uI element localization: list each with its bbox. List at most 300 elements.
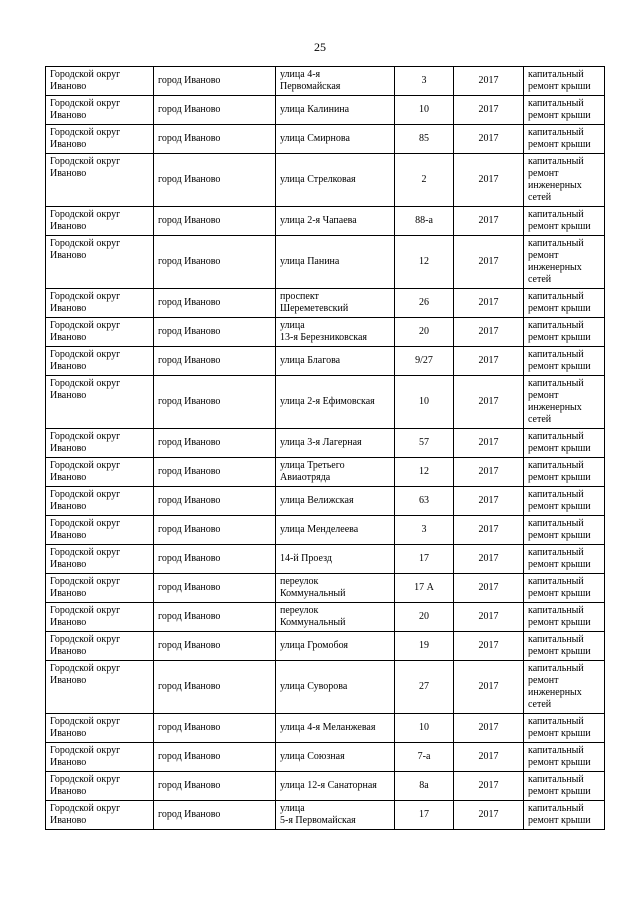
city-cell xyxy=(154,714,276,743)
house-number-cell-text: 3 xyxy=(421,524,427,535)
street-cell-text: улица 2-я Чапаева xyxy=(280,215,357,226)
city-cell xyxy=(154,347,276,376)
city-cell-text: город Иваново xyxy=(158,396,221,407)
house-number-cell-text: 9/27 xyxy=(415,355,433,366)
house-number-cell-text: 7-а xyxy=(417,751,431,762)
year-cell-text: 2017 xyxy=(478,553,499,564)
street-cell xyxy=(276,458,395,487)
house-number-cell xyxy=(395,154,454,207)
municipality-cell xyxy=(46,772,154,801)
municipality-cell xyxy=(46,67,154,96)
work-type-cell xyxy=(524,318,605,347)
city-cell-text: город Иваново xyxy=(158,437,221,448)
house-number-cell xyxy=(395,207,454,236)
year-cell-text: 2017 xyxy=(478,640,499,651)
work-type-cell xyxy=(524,96,605,125)
year-cell xyxy=(454,125,524,154)
street-cell xyxy=(276,801,395,830)
street-cell xyxy=(276,207,395,236)
municipality-cell-text: Городской округ Иваново xyxy=(50,98,121,121)
municipality-cell xyxy=(46,236,154,289)
work-type-cell xyxy=(524,714,605,743)
work-type-cell xyxy=(524,574,605,603)
table-row xyxy=(46,154,605,207)
city-cell xyxy=(154,632,276,661)
city-cell xyxy=(154,67,276,96)
street-cell-text: улица Менделеева xyxy=(280,524,359,535)
table-row xyxy=(46,801,605,830)
work-type-cell xyxy=(524,125,605,154)
municipality-cell-text: Городской округ Иваново xyxy=(50,745,121,768)
street-cell xyxy=(276,318,395,347)
table-row xyxy=(46,632,605,661)
year-cell xyxy=(454,487,524,516)
street-cell-text: улица Велижская xyxy=(280,495,354,506)
city-cell xyxy=(154,772,276,801)
municipality-cell-text: Городской округ Иваново xyxy=(50,209,121,232)
registry-table-body xyxy=(46,67,605,830)
work-type-cell-text: капитальный ремонт крыши xyxy=(528,69,591,92)
house-number-cell xyxy=(395,574,454,603)
year-cell-text: 2017 xyxy=(478,256,499,267)
work-type-cell-text: капитальный ремонт крыши xyxy=(528,98,591,121)
page-number: 25 xyxy=(314,40,326,54)
municipality-cell xyxy=(46,743,154,772)
work-type-cell-text: капитальный ремонт крыши xyxy=(528,320,591,343)
municipality-cell xyxy=(46,376,154,429)
street-cell xyxy=(276,714,395,743)
table-row xyxy=(46,125,605,154)
house-number-cell-text: 63 xyxy=(419,495,429,506)
street-cell xyxy=(276,96,395,125)
city-cell-text: город Иваново xyxy=(158,256,221,267)
work-type-cell-text: капитальный ремонт крыши xyxy=(528,576,591,599)
municipality-cell-text: Городской округ Иваново xyxy=(50,238,121,261)
city-cell-text: город Иваново xyxy=(158,355,221,366)
municipality-cell-text: Городской округ Иваново xyxy=(50,156,121,179)
street-cell xyxy=(276,772,395,801)
table-row xyxy=(46,96,605,125)
work-type-cell xyxy=(524,429,605,458)
table-row xyxy=(46,318,605,347)
street-cell-text: улица Смирнова xyxy=(280,133,350,144)
street-cell-text: улица 4-я Меланжевая xyxy=(280,722,376,733)
street-cell xyxy=(276,67,395,96)
year-cell-text: 2017 xyxy=(478,582,499,593)
municipality-cell-text: Городской округ Иваново xyxy=(50,489,121,512)
house-number-cell-text: 10 xyxy=(419,104,429,115)
year-cell-text: 2017 xyxy=(478,297,499,308)
work-type-cell xyxy=(524,801,605,830)
street-cell-text: улица 5-я Первомайская xyxy=(280,803,356,826)
house-number-cell-text: 17 xyxy=(419,553,429,564)
work-type-cell xyxy=(524,67,605,96)
city-cell xyxy=(154,574,276,603)
municipality-cell-text: Городской округ Иваново xyxy=(50,127,121,150)
city-cell-text: город Иваново xyxy=(158,751,221,762)
city-cell xyxy=(154,429,276,458)
street-cell-text: улица Третьего Авиаотряда xyxy=(280,460,345,483)
year-cell xyxy=(454,67,524,96)
table-row xyxy=(46,458,605,487)
work-type-cell xyxy=(524,347,605,376)
city-cell-text: город Иваново xyxy=(158,326,221,337)
year-cell xyxy=(454,661,524,714)
street-cell-text: переулок Коммунальный xyxy=(280,576,346,599)
house-number-cell-text: 26 xyxy=(419,297,429,308)
house-number-cell xyxy=(395,458,454,487)
house-number-cell xyxy=(395,347,454,376)
house-number-cell xyxy=(395,714,454,743)
municipality-cell-text: Городской округ Иваново xyxy=(50,431,121,454)
year-cell xyxy=(454,429,524,458)
work-type-cell xyxy=(524,516,605,545)
year-cell xyxy=(454,801,524,830)
table-row xyxy=(46,545,605,574)
year-cell-text: 2017 xyxy=(478,133,499,144)
work-type-cell-text: капитальный ремонт крыши xyxy=(528,774,591,797)
house-number-cell xyxy=(395,318,454,347)
street-cell-text: улица 13-я Березниковская xyxy=(280,320,368,343)
table-row xyxy=(46,347,605,376)
year-cell xyxy=(454,714,524,743)
work-type-cell-text: капитальный ремонт инженерных сетей xyxy=(528,378,584,425)
work-type-cell xyxy=(524,661,605,714)
city-cell xyxy=(154,318,276,347)
year-cell xyxy=(454,545,524,574)
city-cell-text: город Иваново xyxy=(158,809,221,820)
house-number-cell xyxy=(395,772,454,801)
year-cell-text: 2017 xyxy=(478,437,499,448)
year-cell-text: 2017 xyxy=(478,722,499,733)
work-type-cell-text: капитальный ремонт инженерных сетей xyxy=(528,663,584,710)
municipality-cell xyxy=(46,632,154,661)
table-row xyxy=(46,289,605,318)
city-cell xyxy=(154,125,276,154)
work-type-cell-text: капитальный ремонт крыши xyxy=(528,431,591,454)
work-type-cell-text: капитальный ремонт крыши xyxy=(528,745,591,768)
house-number-cell-text: 17 А xyxy=(414,582,434,593)
year-cell xyxy=(454,376,524,429)
street-cell xyxy=(276,661,395,714)
city-cell-text: город Иваново xyxy=(158,174,221,185)
year-cell-text: 2017 xyxy=(478,524,499,535)
municipality-cell-text: Городской округ Иваново xyxy=(50,663,121,686)
work-type-cell xyxy=(524,772,605,801)
street-cell xyxy=(276,545,395,574)
year-cell xyxy=(454,458,524,487)
city-cell xyxy=(154,236,276,289)
street-cell-text: улица Панина xyxy=(280,256,340,267)
year-cell xyxy=(454,574,524,603)
municipality-cell-text: Городской округ Иваново xyxy=(50,774,121,797)
house-number-cell-text: 8а xyxy=(419,780,429,791)
year-cell xyxy=(454,772,524,801)
municipality-cell-text: Городской округ Иваново xyxy=(50,716,121,739)
table-row xyxy=(46,661,605,714)
city-cell xyxy=(154,545,276,574)
street-cell-text: улица 2-я Ефимовская xyxy=(280,396,375,407)
work-type-cell-text: капитальный ремонт крыши xyxy=(528,209,591,232)
municipality-cell xyxy=(46,318,154,347)
house-number-cell-text: 88-а xyxy=(415,215,433,226)
year-cell-text: 2017 xyxy=(478,780,499,791)
city-cell xyxy=(154,458,276,487)
year-cell-text: 2017 xyxy=(478,611,499,622)
municipality-cell xyxy=(46,801,154,830)
city-cell xyxy=(154,603,276,632)
municipality-cell xyxy=(46,125,154,154)
municipality-cell xyxy=(46,207,154,236)
work-type-cell-text: капитальный ремонт крыши xyxy=(528,605,591,628)
work-type-cell-text: капитальный ремонт крыши xyxy=(528,634,591,657)
year-cell xyxy=(454,207,524,236)
city-cell xyxy=(154,289,276,318)
street-cell-text: проспект Шереметевский xyxy=(280,291,349,314)
table-row xyxy=(46,487,605,516)
house-number-cell xyxy=(395,376,454,429)
year-cell xyxy=(454,96,524,125)
house-number-cell-text: 27 xyxy=(419,681,429,692)
year-cell xyxy=(454,516,524,545)
table-row xyxy=(46,67,605,96)
table-row xyxy=(46,574,605,603)
year-cell-text: 2017 xyxy=(478,751,499,762)
municipality-cell-text: Городской округ Иваново xyxy=(50,69,121,92)
city-cell-text: город Иваново xyxy=(158,722,221,733)
street-cell xyxy=(276,429,395,458)
municipality-cell-text: Городской округ Иваново xyxy=(50,605,121,628)
house-number-cell-text: 10 xyxy=(419,396,429,407)
table-row xyxy=(46,603,605,632)
work-type-cell-text: капитальный ремонт крыши xyxy=(528,127,591,150)
city-cell-text: город Иваново xyxy=(158,495,221,506)
street-cell xyxy=(276,487,395,516)
work-type-cell xyxy=(524,603,605,632)
municipality-cell-text: Городской округ Иваново xyxy=(50,518,121,541)
street-cell-text: улица Громобоя xyxy=(280,640,348,651)
house-number-cell xyxy=(395,632,454,661)
house-number-cell xyxy=(395,801,454,830)
house-number-cell-text: 85 xyxy=(419,133,429,144)
house-number-cell-text: 2 xyxy=(421,174,427,185)
table-row xyxy=(46,516,605,545)
city-cell xyxy=(154,154,276,207)
municipality-cell xyxy=(46,545,154,574)
work-type-cell xyxy=(524,376,605,429)
municipality-cell xyxy=(46,574,154,603)
city-cell xyxy=(154,487,276,516)
year-cell-text: 2017 xyxy=(478,104,499,115)
work-type-cell xyxy=(524,236,605,289)
work-type-cell xyxy=(524,487,605,516)
house-number-cell xyxy=(395,603,454,632)
city-cell xyxy=(154,516,276,545)
work-type-cell xyxy=(524,207,605,236)
municipality-cell-text: Городской округ Иваново xyxy=(50,291,121,314)
work-type-cell-text: капитальный ремонт крыши xyxy=(528,716,591,739)
house-number-cell xyxy=(395,96,454,125)
street-cell-text: улица 3-я Лагерная xyxy=(280,437,362,448)
municipality-cell-text: Городской округ Иваново xyxy=(50,803,121,826)
municipality-cell xyxy=(46,154,154,207)
work-type-cell xyxy=(524,458,605,487)
year-cell xyxy=(454,236,524,289)
municipality-cell-text: Городской округ Иваново xyxy=(50,320,121,343)
municipality-cell xyxy=(46,289,154,318)
street-cell xyxy=(276,154,395,207)
house-number-cell-text: 12 xyxy=(419,466,429,477)
street-cell-text: улица Суворова xyxy=(280,681,348,692)
street-cell-text: улица 12-я Санаторная xyxy=(280,780,377,791)
municipality-cell-text: Городской округ Иваново xyxy=(50,576,121,599)
table-row xyxy=(46,743,605,772)
municipality-cell xyxy=(46,516,154,545)
city-cell-text: город Иваново xyxy=(158,133,221,144)
work-type-cell xyxy=(524,743,605,772)
house-number-cell xyxy=(395,125,454,154)
table-row xyxy=(46,714,605,743)
year-cell-text: 2017 xyxy=(478,466,499,477)
work-type-cell-text: капитальный ремонт крыши xyxy=(528,489,591,512)
city-cell-text: город Иваново xyxy=(158,75,221,86)
city-cell-text: город Иваново xyxy=(158,582,221,593)
municipality-cell xyxy=(46,487,154,516)
street-cell-text: улица Калинина xyxy=(280,104,350,115)
city-cell-text: город Иваново xyxy=(158,466,221,477)
street-cell-text: переулок Коммунальный xyxy=(280,605,346,628)
street-cell-text: улица Стрелковая xyxy=(280,174,356,185)
work-type-cell-text: капитальный ремонт крыши xyxy=(528,460,591,483)
house-number-cell xyxy=(395,743,454,772)
municipality-cell xyxy=(46,429,154,458)
work-type-cell-text: капитальный ремонт крыши xyxy=(528,547,591,570)
street-cell xyxy=(276,289,395,318)
year-cell xyxy=(454,603,524,632)
municipality-cell xyxy=(46,714,154,743)
house-number-cell xyxy=(395,289,454,318)
house-number-cell-text: 19 xyxy=(419,640,429,651)
year-cell-text: 2017 xyxy=(478,681,499,692)
street-cell xyxy=(276,236,395,289)
street-cell xyxy=(276,574,395,603)
work-type-cell-text: капитальный ремонт инженерных сетей xyxy=(528,238,584,285)
municipality-cell-text: Городской округ Иваново xyxy=(50,460,121,483)
year-cell xyxy=(454,289,524,318)
year-cell xyxy=(454,154,524,207)
city-cell-text: город Иваново xyxy=(158,553,221,564)
house-number-cell xyxy=(395,67,454,96)
work-type-cell-text: капитальный ремонт крыши xyxy=(528,518,591,541)
street-cell xyxy=(276,125,395,154)
year-cell-text: 2017 xyxy=(478,326,499,337)
table-row xyxy=(46,376,605,429)
city-cell xyxy=(154,376,276,429)
table-row xyxy=(46,207,605,236)
year-cell-text: 2017 xyxy=(478,396,499,407)
street-cell-text: 14-й Проезд xyxy=(280,553,332,564)
work-type-cell xyxy=(524,154,605,207)
work-type-cell-text: капитальный ремонт инженерных сетей xyxy=(528,156,584,203)
work-type-cell-text: капитальный ремонт крыши xyxy=(528,349,591,372)
work-type-cell xyxy=(524,632,605,661)
street-cell xyxy=(276,603,395,632)
year-cell-text: 2017 xyxy=(478,355,499,366)
municipality-cell xyxy=(46,96,154,125)
house-number-cell-text: 20 xyxy=(419,326,429,337)
city-cell-text: город Иваново xyxy=(158,524,221,535)
year-cell-text: 2017 xyxy=(478,174,499,185)
year-cell xyxy=(454,347,524,376)
city-cell-text: город Иваново xyxy=(158,104,221,115)
street-cell xyxy=(276,743,395,772)
house-number-cell xyxy=(395,429,454,458)
year-cell-text: 2017 xyxy=(478,495,499,506)
house-number-cell-text: 10 xyxy=(419,722,429,733)
municipality-cell xyxy=(46,661,154,714)
street-cell xyxy=(276,632,395,661)
house-number-cell-text: 57 xyxy=(419,437,429,448)
city-cell-text: город Иваново xyxy=(158,611,221,622)
work-type-cell-text: капитальный ремонт крыши xyxy=(528,291,591,314)
year-cell xyxy=(454,632,524,661)
city-cell xyxy=(154,661,276,714)
year-cell-text: 2017 xyxy=(478,215,499,226)
registry-table xyxy=(45,66,605,830)
house-number-cell-text: 3 xyxy=(421,75,427,86)
city-cell xyxy=(154,801,276,830)
city-cell-text: город Иваново xyxy=(158,215,221,226)
city-cell xyxy=(154,743,276,772)
city-cell-text: город Иваново xyxy=(158,640,221,651)
street-cell-text: улица Благова xyxy=(280,355,341,366)
city-cell-text: город Иваново xyxy=(158,681,221,692)
municipality-cell-text: Городской округ Иваново xyxy=(50,349,121,372)
city-cell xyxy=(154,207,276,236)
street-cell-text: улица Союзная xyxy=(280,751,345,762)
table-row xyxy=(46,236,605,289)
work-type-cell-text: капитальный ремонт крыши xyxy=(528,803,591,826)
house-number-cell-text: 20 xyxy=(419,611,429,622)
house-number-cell xyxy=(395,487,454,516)
street-cell xyxy=(276,376,395,429)
city-cell-text: город Иваново xyxy=(158,780,221,791)
year-cell-text: 2017 xyxy=(478,809,499,820)
municipality-cell-text: Городской округ Иваново xyxy=(50,547,121,570)
city-cell xyxy=(154,96,276,125)
municipality-cell xyxy=(46,603,154,632)
municipality-cell-text: Городской округ Иваново xyxy=(50,378,121,401)
work-type-cell xyxy=(524,545,605,574)
work-type-cell xyxy=(524,289,605,318)
year-cell xyxy=(454,743,524,772)
municipality-cell xyxy=(46,347,154,376)
street-cell xyxy=(276,516,395,545)
house-number-cell xyxy=(395,236,454,289)
house-number-cell xyxy=(395,661,454,714)
house-number-cell-text: 12 xyxy=(419,256,429,267)
house-number-cell xyxy=(395,545,454,574)
municipality-cell-text: Городской округ Иваново xyxy=(50,634,121,657)
year-cell-text: 2017 xyxy=(478,75,499,86)
house-number-cell xyxy=(395,516,454,545)
municipality-cell xyxy=(46,458,154,487)
table-row xyxy=(46,772,605,801)
house-number-cell-text: 17 xyxy=(419,809,429,820)
city-cell-text: город Иваново xyxy=(158,297,221,308)
street-cell xyxy=(276,347,395,376)
table-row xyxy=(46,429,605,458)
